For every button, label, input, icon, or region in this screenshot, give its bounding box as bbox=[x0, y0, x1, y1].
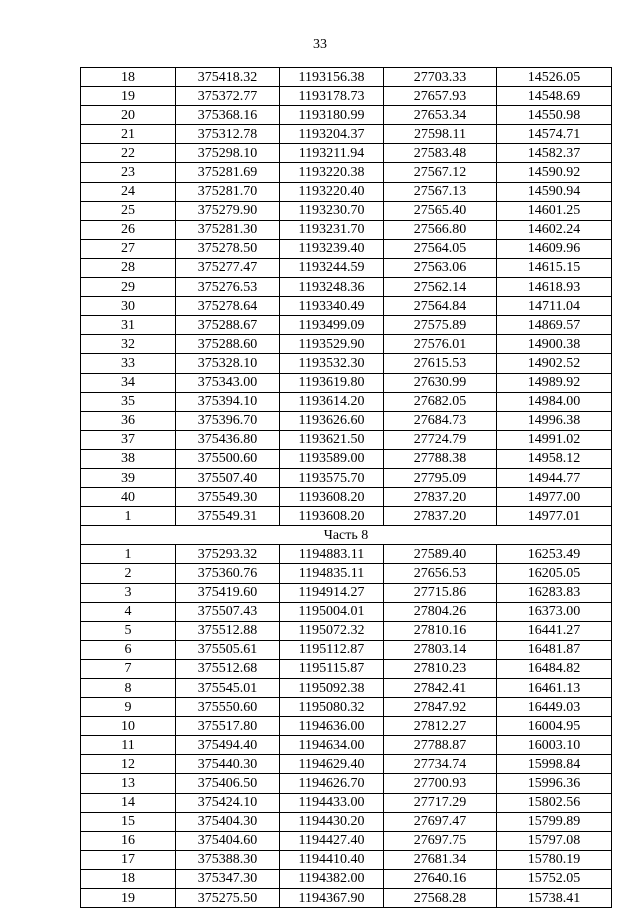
table-row bbox=[81, 316, 612, 335]
table-cell: 375404.30 bbox=[176, 812, 280, 831]
table-cell: 34 bbox=[81, 373, 176, 392]
table-cell: 375512.88 bbox=[176, 621, 280, 640]
table-cell: 14 bbox=[81, 793, 176, 812]
table-row bbox=[81, 297, 612, 316]
table-cell: 14526.05 bbox=[497, 68, 612, 87]
table-cell: 19 bbox=[81, 87, 176, 106]
table-cell: 1194914.27 bbox=[280, 583, 384, 602]
table-cell: 1194629.40 bbox=[280, 755, 384, 774]
table-cell: 14991.02 bbox=[497, 430, 612, 449]
table-cell: 27837.20 bbox=[384, 507, 497, 526]
table-cell: 375512.68 bbox=[176, 659, 280, 678]
table-cell: 375312.78 bbox=[176, 125, 280, 144]
table-cell: 1194626.70 bbox=[280, 774, 384, 793]
table-cell: 14900.38 bbox=[497, 335, 612, 354]
coordinates-table bbox=[80, 67, 612, 908]
table-cell: 31 bbox=[81, 316, 176, 335]
table-cell: 27575.89 bbox=[384, 316, 497, 335]
table-cell: 1193231.70 bbox=[280, 220, 384, 239]
table-cell: 1193619.80 bbox=[280, 373, 384, 392]
table-cell: 14550.98 bbox=[497, 106, 612, 125]
table-cell: 375440.30 bbox=[176, 755, 280, 774]
table-row bbox=[81, 258, 612, 277]
table-cell: 9 bbox=[81, 698, 176, 717]
table-cell: 27803.14 bbox=[384, 640, 497, 659]
table-row bbox=[81, 640, 612, 659]
table-cell: 26 bbox=[81, 220, 176, 239]
table-cell: 27810.16 bbox=[384, 621, 497, 640]
table-cell: 375298.10 bbox=[176, 144, 280, 163]
table-row bbox=[81, 220, 612, 239]
table-row bbox=[81, 125, 612, 144]
table-row bbox=[81, 889, 612, 908]
table-cell: 14618.93 bbox=[497, 278, 612, 297]
table-cell: 27697.47 bbox=[384, 812, 497, 831]
table-row bbox=[81, 278, 612, 297]
table-cell: 27598.11 bbox=[384, 125, 497, 144]
table-cell: 1 bbox=[81, 545, 176, 564]
table-cell: 20 bbox=[81, 106, 176, 125]
table-cell: 37 bbox=[81, 430, 176, 449]
table-row bbox=[81, 411, 612, 430]
table-cell: 27567.13 bbox=[384, 182, 497, 201]
table-cell: 1193220.40 bbox=[280, 182, 384, 201]
table-cell: 27583.48 bbox=[384, 144, 497, 163]
table-cell: 1193211.94 bbox=[280, 144, 384, 163]
table-cell: 14590.94 bbox=[497, 182, 612, 201]
table-row bbox=[81, 430, 612, 449]
table-cell: 27812.27 bbox=[384, 717, 497, 736]
table-cell: 8 bbox=[81, 679, 176, 698]
table-row bbox=[81, 659, 612, 678]
table-cell: 18 bbox=[81, 869, 176, 888]
table-cell: 27842.41 bbox=[384, 679, 497, 698]
table-cell: 1193626.60 bbox=[280, 411, 384, 430]
table-cell: 1194634.00 bbox=[280, 736, 384, 755]
table-cell: 14609.96 bbox=[497, 239, 612, 258]
table-row bbox=[81, 583, 612, 602]
table-cell: 27788.87 bbox=[384, 736, 497, 755]
table-cell: 375278.50 bbox=[176, 239, 280, 258]
table-cell: 27640.16 bbox=[384, 869, 497, 888]
table-row bbox=[81, 850, 612, 869]
table-cell: 10 bbox=[81, 717, 176, 736]
table-cell: 14601.25 bbox=[497, 201, 612, 220]
table-cell: 12 bbox=[81, 755, 176, 774]
table-cell: 1194367.90 bbox=[280, 889, 384, 908]
table-row bbox=[81, 736, 612, 755]
table-cell: 27562.14 bbox=[384, 278, 497, 297]
table-cell: 27684.73 bbox=[384, 411, 497, 430]
table-row bbox=[81, 106, 612, 125]
table-cell: 14958.12 bbox=[497, 449, 612, 468]
table-cell: 1193230.70 bbox=[280, 201, 384, 220]
table-cell: 16205.05 bbox=[497, 564, 612, 583]
table-cell: 40 bbox=[81, 488, 176, 507]
table-cell: 1193621.50 bbox=[280, 430, 384, 449]
table-cell: 36 bbox=[81, 411, 176, 430]
table-cell: 1193589.00 bbox=[280, 449, 384, 468]
table-cell: 30 bbox=[81, 297, 176, 316]
table-cell: 27564.05 bbox=[384, 239, 497, 258]
table-cell: 14984.00 bbox=[497, 392, 612, 411]
table-cell: 15797.08 bbox=[497, 831, 612, 850]
table-cell: 15752.05 bbox=[497, 869, 612, 888]
table-cell: 1195115.87 bbox=[280, 659, 384, 678]
table-cell: 6 bbox=[81, 640, 176, 659]
table-cell: 27847.92 bbox=[384, 698, 497, 717]
part-heading-row bbox=[81, 526, 612, 545]
table-cell: 27717.29 bbox=[384, 793, 497, 812]
table-cell: 21 bbox=[81, 125, 176, 144]
table-cell: 2 bbox=[81, 564, 176, 583]
table-cell: 14996.38 bbox=[497, 411, 612, 430]
table-cell: 16 bbox=[81, 831, 176, 850]
table-cell: 25 bbox=[81, 201, 176, 220]
table-cell: 1195080.32 bbox=[280, 698, 384, 717]
table-cell: 27804.26 bbox=[384, 602, 497, 621]
table-cell: 11 bbox=[81, 736, 176, 755]
table-cell: 15996.36 bbox=[497, 774, 612, 793]
table-cell: 375281.69 bbox=[176, 163, 280, 182]
table-cell: 375418.32 bbox=[176, 68, 280, 87]
table-cell: 15799.89 bbox=[497, 812, 612, 831]
table-cell: 375372.77 bbox=[176, 87, 280, 106]
table-cell: 15780.19 bbox=[497, 850, 612, 869]
table-cell: 22 bbox=[81, 144, 176, 163]
table-cell: 375275.50 bbox=[176, 889, 280, 908]
table-cell: 35 bbox=[81, 392, 176, 411]
table-cell: 27630.99 bbox=[384, 373, 497, 392]
table-cell: 14574.71 bbox=[497, 125, 612, 144]
table-row bbox=[81, 679, 612, 698]
table-cell: 1193614.20 bbox=[280, 392, 384, 411]
table-cell: 4 bbox=[81, 602, 176, 621]
table-cell: 375278.64 bbox=[176, 297, 280, 316]
table-row bbox=[81, 545, 612, 564]
table-cell: 29 bbox=[81, 278, 176, 297]
table-cell: 16003.10 bbox=[497, 736, 612, 755]
table-cell: 19 bbox=[81, 889, 176, 908]
table-cell: 375419.60 bbox=[176, 583, 280, 602]
table-row bbox=[81, 68, 612, 87]
table-row bbox=[81, 239, 612, 258]
part-heading-section bbox=[81, 526, 612, 545]
table-cell: 1194636.00 bbox=[280, 717, 384, 736]
table-row bbox=[81, 717, 612, 736]
table-cell: 375347.30 bbox=[176, 869, 280, 888]
table-cell: 27795.09 bbox=[384, 468, 497, 487]
table-cell: 27565.40 bbox=[384, 201, 497, 220]
table-cell: 375517.80 bbox=[176, 717, 280, 736]
table-cell: 1195112.87 bbox=[280, 640, 384, 659]
table-cell: 14977.00 bbox=[497, 488, 612, 507]
table-cell: 375424.10 bbox=[176, 793, 280, 812]
table-row bbox=[81, 201, 612, 220]
table-cell: 1195092.38 bbox=[280, 679, 384, 698]
table-cell: 16484.82 bbox=[497, 659, 612, 678]
table-cell: 16441.27 bbox=[497, 621, 612, 640]
table-cell: 375549.30 bbox=[176, 488, 280, 507]
table-cell: 1193340.49 bbox=[280, 297, 384, 316]
table-cell: 1193529.90 bbox=[280, 335, 384, 354]
table-cell: 5 bbox=[81, 621, 176, 640]
table-cell: 1193204.37 bbox=[280, 125, 384, 144]
table-row bbox=[81, 602, 612, 621]
table-cell: 14869.57 bbox=[497, 316, 612, 335]
table-cell: 38 bbox=[81, 449, 176, 468]
table-cell: 16373.00 bbox=[497, 602, 612, 621]
table-cell: 27724.79 bbox=[384, 430, 497, 449]
table-cell: 375549.31 bbox=[176, 507, 280, 526]
table-cell: 1194835.11 bbox=[280, 564, 384, 583]
table-cell: 375343.00 bbox=[176, 373, 280, 392]
table-cell: 16481.87 bbox=[497, 640, 612, 659]
table-cell: 7 bbox=[81, 659, 176, 678]
table-row bbox=[81, 621, 612, 640]
table-cell: 375288.60 bbox=[176, 335, 280, 354]
table-cell: 1193575.70 bbox=[280, 468, 384, 487]
table-cell: 1195072.32 bbox=[280, 621, 384, 640]
page-number: 33 bbox=[313, 37, 327, 52]
table-cell: 1194433.00 bbox=[280, 793, 384, 812]
table-cell: 375406.50 bbox=[176, 774, 280, 793]
table-row bbox=[81, 335, 612, 354]
table-row bbox=[81, 373, 612, 392]
table-cell: 1193156.38 bbox=[280, 68, 384, 87]
table-row bbox=[81, 468, 612, 487]
table-cell: 27837.20 bbox=[384, 488, 497, 507]
table-row bbox=[81, 812, 612, 831]
table-cell: 375328.10 bbox=[176, 354, 280, 373]
table-row bbox=[81, 755, 612, 774]
table-cell: 27788.38 bbox=[384, 449, 497, 468]
table-cell: 375507.43 bbox=[176, 602, 280, 621]
table-cell: 18 bbox=[81, 68, 176, 87]
table-cell: 27568.28 bbox=[384, 889, 497, 908]
table-row bbox=[81, 869, 612, 888]
table-cell: 1193532.30 bbox=[280, 354, 384, 373]
table-cell: 27697.75 bbox=[384, 831, 497, 850]
table-cell: 14548.69 bbox=[497, 87, 612, 106]
table-cell: 13 bbox=[81, 774, 176, 793]
table-cell: 1 bbox=[81, 507, 176, 526]
table-cell: 375394.10 bbox=[176, 392, 280, 411]
table-cell: 15802.56 bbox=[497, 793, 612, 812]
table-cell: 1193499.09 bbox=[280, 316, 384, 335]
table-cell: 27734.74 bbox=[384, 755, 497, 774]
table-cell: 1194410.40 bbox=[280, 850, 384, 869]
table-cell: 27564.84 bbox=[384, 297, 497, 316]
table-cell: 27681.34 bbox=[384, 850, 497, 869]
table-cell: 27566.80 bbox=[384, 220, 497, 239]
table-cell: 27682.05 bbox=[384, 392, 497, 411]
table-cell: 27700.93 bbox=[384, 774, 497, 793]
table-cell: 14711.04 bbox=[497, 297, 612, 316]
table-row bbox=[81, 507, 612, 526]
table-cell: 1193180.99 bbox=[280, 106, 384, 125]
table-cell: 15738.41 bbox=[497, 889, 612, 908]
table-cell: 27589.40 bbox=[384, 545, 497, 564]
table-cell: 33 bbox=[81, 354, 176, 373]
table-cell: 28 bbox=[81, 258, 176, 277]
table-section-before bbox=[81, 68, 612, 526]
table-cell: 1194382.00 bbox=[280, 869, 384, 888]
table-cell: 375545.01 bbox=[176, 679, 280, 698]
table-row bbox=[81, 87, 612, 106]
table-cell: 1193608.20 bbox=[280, 507, 384, 526]
table-cell: 27653.34 bbox=[384, 106, 497, 125]
table-cell: 14582.37 bbox=[497, 144, 612, 163]
table-cell: 27576.01 bbox=[384, 335, 497, 354]
table-cell: 16461.13 bbox=[497, 679, 612, 698]
table-cell: 375494.40 bbox=[176, 736, 280, 755]
table-cell: 15 bbox=[81, 812, 176, 831]
table-cell: 375396.70 bbox=[176, 411, 280, 430]
table-cell: 3 bbox=[81, 583, 176, 602]
table-cell: 375404.60 bbox=[176, 831, 280, 850]
table-cell: 1193248.36 bbox=[280, 278, 384, 297]
table-section-after bbox=[81, 545, 612, 908]
table-cell: 14615.15 bbox=[497, 258, 612, 277]
table-cell: 16283.83 bbox=[497, 583, 612, 602]
table-row bbox=[81, 354, 612, 373]
table-cell: 14977.01 bbox=[497, 507, 612, 526]
table-cell: 375276.53 bbox=[176, 278, 280, 297]
table-row bbox=[81, 392, 612, 411]
table-cell: 27657.93 bbox=[384, 87, 497, 106]
table-cell: 375293.32 bbox=[176, 545, 280, 564]
table-cell: 1193244.59 bbox=[280, 258, 384, 277]
table-cell: 27567.12 bbox=[384, 163, 497, 182]
table-row bbox=[81, 449, 612, 468]
table-cell: 27703.33 bbox=[384, 68, 497, 87]
table-cell: 14902.52 bbox=[497, 354, 612, 373]
table-cell: 27615.53 bbox=[384, 354, 497, 373]
table-cell: 17 bbox=[81, 850, 176, 869]
table-row bbox=[81, 488, 612, 507]
table-cell: 1195004.01 bbox=[280, 602, 384, 621]
table-cell: 375505.61 bbox=[176, 640, 280, 659]
table-cell: 23 bbox=[81, 163, 176, 182]
table-cell: 375281.70 bbox=[176, 182, 280, 201]
table-row bbox=[81, 144, 612, 163]
table-cell: 375277.47 bbox=[176, 258, 280, 277]
table-cell: 27656.53 bbox=[384, 564, 497, 583]
part-heading: Часть 8 bbox=[81, 526, 612, 545]
table-cell: 15998.84 bbox=[497, 755, 612, 774]
table-cell: 27563.06 bbox=[384, 258, 497, 277]
table-cell: 14944.77 bbox=[497, 468, 612, 487]
table-cell: 32 bbox=[81, 335, 176, 354]
table-cell: 16449.03 bbox=[497, 698, 612, 717]
table-cell: 16004.95 bbox=[497, 717, 612, 736]
table-cell: 27715.86 bbox=[384, 583, 497, 602]
table-cell: 1193220.38 bbox=[280, 163, 384, 182]
table-cell: 375550.60 bbox=[176, 698, 280, 717]
table-cell: 14989.92 bbox=[497, 373, 612, 392]
table-cell: 375388.30 bbox=[176, 850, 280, 869]
table-row bbox=[81, 182, 612, 201]
table-cell: 1194883.11 bbox=[280, 545, 384, 564]
table-cell: 375288.67 bbox=[176, 316, 280, 335]
table-cell: 1194430.20 bbox=[280, 812, 384, 831]
table-row bbox=[81, 831, 612, 850]
table-cell: 24 bbox=[81, 182, 176, 201]
table-cell: 375507.40 bbox=[176, 468, 280, 487]
table-row bbox=[81, 774, 612, 793]
table-cell: 375360.76 bbox=[176, 564, 280, 583]
table-cell: 1194427.40 bbox=[280, 831, 384, 850]
table-cell: 375281.30 bbox=[176, 220, 280, 239]
table-cell: 375436.80 bbox=[176, 430, 280, 449]
table-cell: 27 bbox=[81, 239, 176, 258]
table-cell: 375368.16 bbox=[176, 106, 280, 125]
table-row bbox=[81, 698, 612, 717]
table-cell: 1193608.20 bbox=[280, 488, 384, 507]
table-cell: 39 bbox=[81, 468, 176, 487]
table-row bbox=[81, 564, 612, 583]
table-cell: 14602.24 bbox=[497, 220, 612, 239]
table-cell: 14590.92 bbox=[497, 163, 612, 182]
table-cell: 1193178.73 bbox=[280, 87, 384, 106]
table-cell: 375500.60 bbox=[176, 449, 280, 468]
table-row bbox=[81, 163, 612, 182]
table-row bbox=[81, 793, 612, 812]
table-cell: 27810.23 bbox=[384, 659, 497, 678]
table-cell: 16253.49 bbox=[497, 545, 612, 564]
table-cell: 1193239.40 bbox=[280, 239, 384, 258]
table-cell: 375279.90 bbox=[176, 201, 280, 220]
